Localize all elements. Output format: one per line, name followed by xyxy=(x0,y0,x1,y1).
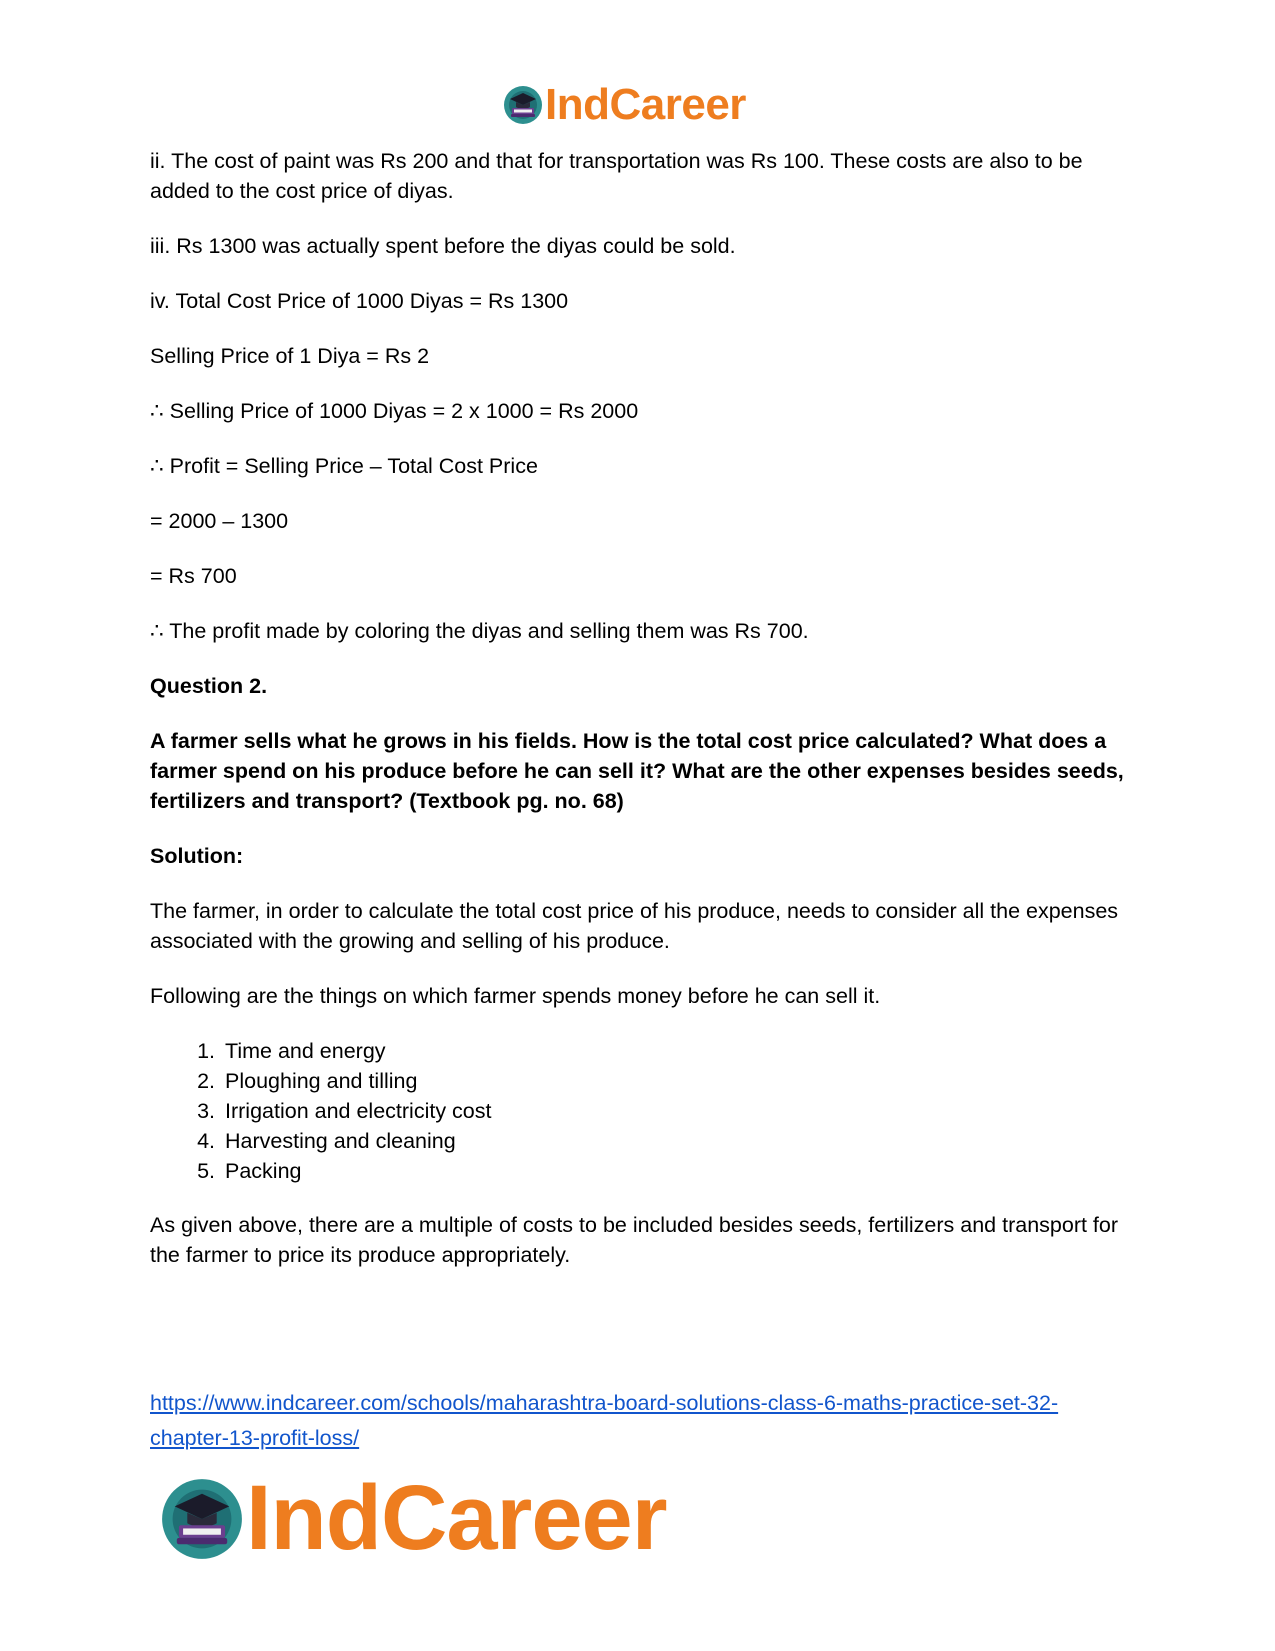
list-item xyxy=(150,1126,1130,1156)
graduation-book-icon xyxy=(503,85,543,125)
expense-list xyxy=(150,1036,1130,1186)
paragraph: The farmer, in order to calculate the total cost price of his produce, needs to consider all the expenses associated with the growing and selling of his produce. xyxy=(150,899,1119,953)
paragraph: = 2000 – 1300 xyxy=(150,509,289,533)
source-link-line2[interactable]: chapter-13-profit-loss/ xyxy=(150,1426,360,1450)
list-text: Packing xyxy=(225,1159,302,1183)
list-item xyxy=(150,1156,1130,1186)
paragraph: iii. Rs 1300 was actually spent before the diyas could be sold. xyxy=(150,234,736,258)
list-text: Ploughing and tilling xyxy=(225,1069,418,1093)
paragraph: ∴ Profit = Selling Price – Total Cost Price xyxy=(150,454,538,478)
logo-text: IndCareer xyxy=(246,1467,667,1569)
paragraph: ii. The cost of paint was Rs 200 and that for transportation was Rs 100. These costs are also to be added to the cost price of diyas. xyxy=(150,149,1083,203)
list-text: Irrigation and electricity cost xyxy=(225,1099,492,1123)
question-heading: Question 2. xyxy=(150,674,268,698)
logo-text: IndCareer xyxy=(545,80,746,129)
list-number: 3. xyxy=(197,1099,215,1123)
list-number: 5. xyxy=(197,1159,215,1183)
document-body xyxy=(150,146,1130,1295)
paragraph: Selling Price of 1 Diya = Rs 2 xyxy=(150,344,430,368)
paragraph: ∴ Selling Price of 1000 Diyas = 2 x 1000 = Rs 2000 xyxy=(150,399,639,423)
source-link-line1[interactable]: https://www.indcareer.com/schools/maharashtra-board-solutions-class-6-maths-practice-set-32- xyxy=(150,1391,1059,1415)
list-item xyxy=(150,1096,1130,1126)
paragraph: = Rs 700 xyxy=(150,564,237,588)
paragraph: iv. Total Cost Price of 1000 Diyas = Rs 1300 xyxy=(150,289,569,313)
list-item xyxy=(150,1036,1130,1066)
list-number: 1. xyxy=(197,1039,215,1063)
paragraph: ∴ The profit made by coloring the diyas and selling them was Rs 700. xyxy=(150,619,809,643)
paragraph: Following are the things on which farmer spends money before he can sell it. xyxy=(150,984,881,1008)
source-link[interactable] xyxy=(150,1391,1058,1450)
list-item xyxy=(150,1066,1130,1096)
list-number: 4. xyxy=(197,1129,215,1153)
footer-logo xyxy=(160,1466,667,1571)
header-logo xyxy=(503,80,746,130)
solution-heading: Solution: xyxy=(150,844,244,868)
question-text: A farmer sells what he grows in his fields. How is the total cost price calculated? What does a farmer spend on his produce before he can sell it? What are the other expenses besides seeds, fertilizers and transport? (Textbook pg. no. 68) xyxy=(150,729,1124,813)
graduation-book-icon xyxy=(160,1477,244,1561)
list-text: Time and energy xyxy=(225,1039,386,1063)
list-number: 2. xyxy=(197,1069,215,1093)
list-text: Harvesting and cleaning xyxy=(225,1129,456,1153)
source-link-block xyxy=(150,1386,1140,1456)
paragraph: As given above, there are a multiple of costs to be included besides seeds, fertilizers and transport for the farmer to price its produce appropriately. xyxy=(150,1213,1119,1267)
